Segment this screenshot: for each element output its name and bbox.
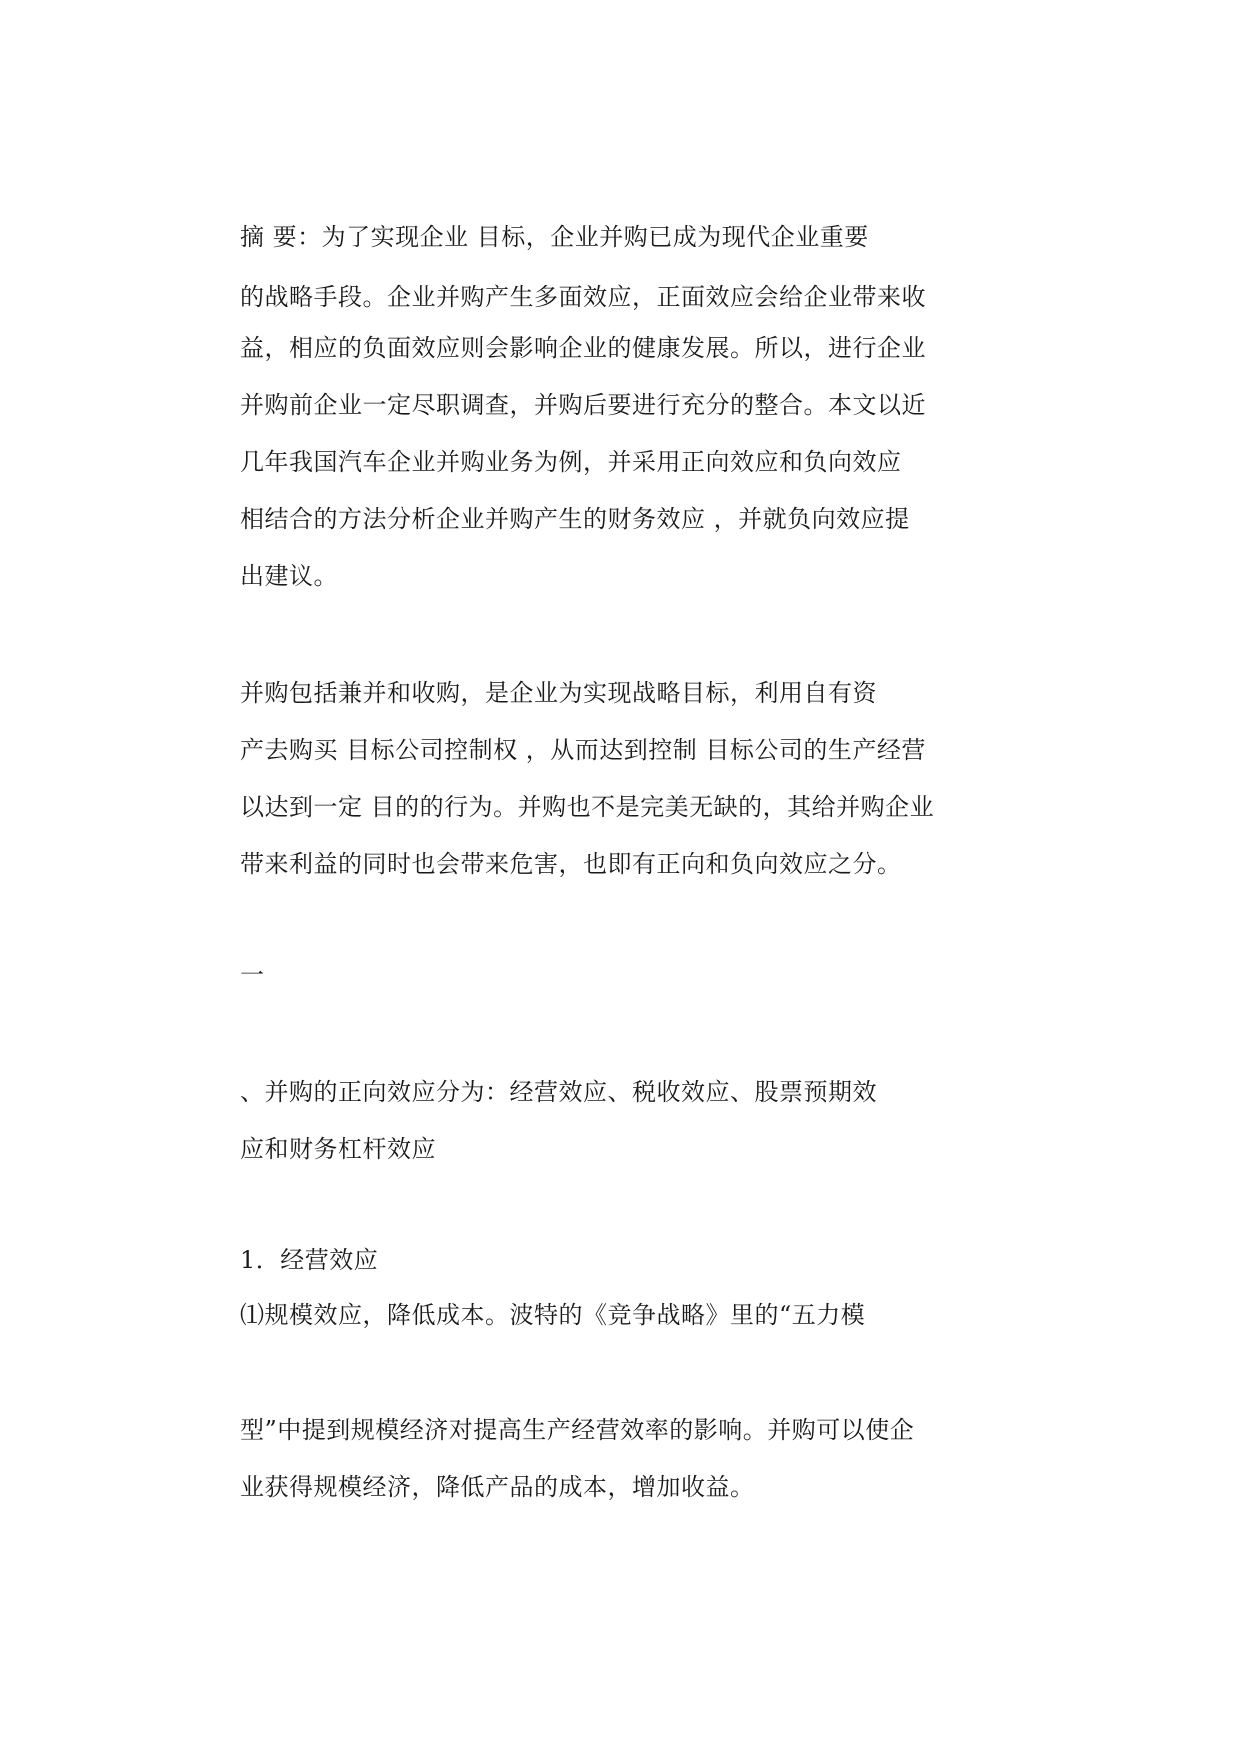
list-item: ⑴规模效应，降低成本。波特的《竞争战略》里的“五力模	[240, 1301, 866, 1329]
intro-line: 并购包括兼并和收购，是企业为实现战略目标，利用自有资	[240, 679, 877, 707]
abstract-line: 相结合的方法分析企业并购产生的财务效应 ，并就负向效应提	[240, 505, 910, 533]
abstract-line: 出建议。	[240, 562, 338, 590]
continuation-line: 业获得规模经济，降低产品的成本，增加收益。	[240, 1473, 755, 1501]
abstract-line: 摘 要：为了实现企业 目标，企业并购已成为现代企业重要	[240, 223, 869, 251]
section-heading-line: 、并购的正向效应分为：经营效应、税收效应、股票预期效	[240, 1078, 877, 1106]
intro-line: 产去购买 目标公司控制权 ，从而达到控制 目标公司的生产经营	[240, 736, 926, 764]
continuation-line: 型”中提到规模经济对提高生产经营效率的影响。并购可以使企	[240, 1416, 915, 1444]
subsection-heading: 1．经营效应	[240, 1246, 379, 1274]
section-heading-line: 应和财务杠杆效应	[240, 1135, 436, 1163]
abstract-line: 并购前企业一定尽职调查，并购后要进行充分的整合。本文以近	[240, 391, 926, 419]
abstract-line: 益，相应的负面效应则会影响企业的健康发展。所以，进行企业	[240, 334, 926, 362]
abstract-line: 的战略手段。企业并购产生多面效应，正面效应会给企业带来收	[240, 283, 926, 311]
intro-line: 以达到一定 目的的行为。并购也不是完美无缺的，其给并购企业	[240, 793, 935, 821]
abstract-line: 几年我国汽车企业并购业务为例，并采用正向效应和负向效应	[240, 448, 902, 476]
section-number: 一	[240, 961, 265, 989]
intro-line: 带来利益的同时也会带来危害，也即有正向和负向效应之分。	[240, 850, 902, 878]
